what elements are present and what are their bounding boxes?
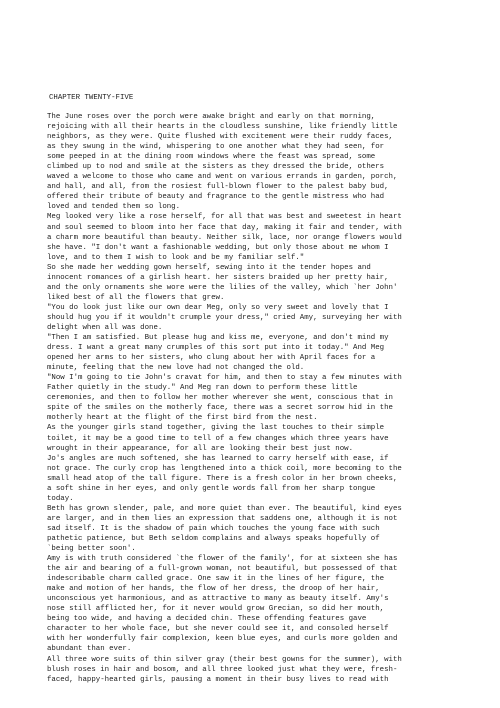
text-line: motherly heart at the flight of the first bird from the nest. [47, 414, 318, 423]
text-line: toilet, it may be a good time to tell of a few changes which three years have [47, 434, 389, 443]
text-line: today. [47, 494, 74, 503]
text-line: she have. "I don't want a fashionable wedding, but only those about me whom I [47, 243, 389, 252]
text-line: climbed up to nod and smile at the sisters as they dressed the bride, others [47, 163, 385, 172]
text-line: Beth has grown slender, pale, and more quiet than ever. The beautiful, kind eyes [47, 504, 402, 513]
text-line: a charm more beautiful than beauty. Neither silk, lace, nor orange flowers would [47, 233, 402, 242]
text-line: innocent romances of a girlish heart. her sisters braided up her pretty hair, [47, 273, 389, 282]
text-line: should hug you if it wouldn't crumple your dress," cried Amy, surveying her with [47, 313, 402, 322]
text-line: Amy is with truth considered `the flower of the family', for at sixteen she has [47, 555, 398, 564]
text-line: love, and to them I wish to look and be my familiar self." [47, 253, 305, 262]
text-line: and the only ornaments she wore were the lilies of the valley, which `her John' [47, 283, 398, 292]
text-line: rejoicing with all their hearts in the cloudless sunshine, like friendly little [47, 123, 398, 132]
text-line: Meg looked very like a rose herself, for all that was best and sweetest in heart [47, 213, 402, 222]
text-line: faced, happy-hearted girls, pausing a moment in their busy lives to read with [47, 675, 389, 684]
text-line: nose still afflicted her, for it never would grow Grecian, so did her mouth, [47, 605, 385, 614]
text-line: the air and bearing of a full-grown woman, not beautiful, but possessed of that [47, 565, 398, 574]
text-line: delight when all was done. [47, 323, 163, 332]
text-line: ceremonies, and then to follow her mother wherever she went, conscious that in [47, 394, 393, 403]
text-line: spite of the smiles on the motherly face, there was a secret sorrow hid in the [47, 404, 393, 413]
text-line: character to her whole face, but she never could see it, and consoled herself [47, 625, 389, 634]
text-line: a soft shine in her eyes, and only gentle words fall from her sharp tongue [47, 484, 376, 493]
text-line: "You do look just like our own dear Meg, only so very sweet and lovely that I [47, 303, 389, 312]
text-line: blush roses in hair and bosom, and all three looked just what they were, fresh- [47, 665, 398, 674]
chapter-heading: CHAPTER TWENTY-FIVE [49, 94, 134, 102]
text-line: are larger, and in them lies an expression that saddens one, although it is not [47, 514, 398, 523]
text-line: All three wore suits of thin silver gray (their best gowns for the summer), with [47, 655, 402, 664]
text-line: Jo's angles are much softened, she has learned to carry herself with ease, if [47, 454, 389, 463]
text-line: waved a welcome to those who came and went on various errands in garden, porch, [47, 173, 398, 182]
text-line: "Now I'm going to tie John's cravat for him, and then to stay a few minutes with [47, 374, 402, 383]
text-line: as they swung in the wind, whispering to one another what they had seen, for [47, 143, 385, 152]
text-line: dress. I want a great many crumples of this sort put into it today." And Meg [47, 344, 385, 353]
text-line: So she made her wedding gown herself, sewing into it the tender hopes and [47, 263, 371, 272]
text-line: being too wide, and having a decided chin. These offending features gave [47, 615, 367, 624]
text-line: loved and tended them so long. [47, 203, 181, 212]
text-line: and soul seemed to bloom into her face that day, making it fair and tender, with [47, 223, 402, 232]
text-line: with her wonderfully fair complexion, keen blue eyes, and curls more golden and [47, 635, 398, 644]
text-line: not grace. The curly crop has lengthened into a thick coil, more becoming to the [47, 464, 402, 473]
text-line: wrought in their appearance, for all are looking their best just now. [47, 444, 354, 453]
text-line: small head atop of the tall figure. There is a fresh color in her brown cheeks, [47, 474, 398, 483]
text-line: pathetic patience, but Beth seldom complains and always speaks hopefully of [47, 534, 380, 543]
text-line: minute, feeling that the new love had not changed the old. [47, 364, 305, 373]
text-line: abundant than ever. [47, 645, 132, 654]
text-line: neighbors, as they were. Quite flushed with excitement were their ruddy faces, [47, 133, 393, 142]
text-line: The June roses over the porch were awake bright and early on that morning, [47, 113, 376, 121]
text-line: make and motion of her hands, the flow of her dress, the droop of her hair, [47, 585, 380, 594]
text-line: indescribable charm called grace. One saw it in the lines of her figure, the [47, 575, 385, 584]
text-line: As the younger girls stand together, giving the last touches to their simple [47, 424, 385, 433]
text-line: `being better soon'. [47, 545, 136, 554]
text-line: opened her arms to her sisters, who clung about her with April faces for a [47, 354, 376, 363]
text-line: Father quietly in the study." And Meg ran down to perform these little [47, 384, 358, 393]
text-line: "Then I am satisfied. But please hug and kiss me, everyone, and don't mind my [47, 334, 389, 343]
text-line: sad itself. It is the shadow of pain which touches the young face with such [47, 524, 380, 533]
text-line: some peeped in at the dining room windows where the feast was spread, some [47, 153, 376, 162]
text-line: unconscious yet harmonious, and as attractive to many as beauty itself. Amy's [47, 595, 389, 604]
text-line: liked best of all the flowers that grew. [47, 293, 225, 302]
text-line: and hall, and all, from the rosiest full-blown flower to the palest baby bud, [47, 183, 389, 192]
body-text [47, 112, 402, 685]
text-line: offered their tribute of beauty and fragrance to the gentle mistress who had [47, 193, 385, 202]
